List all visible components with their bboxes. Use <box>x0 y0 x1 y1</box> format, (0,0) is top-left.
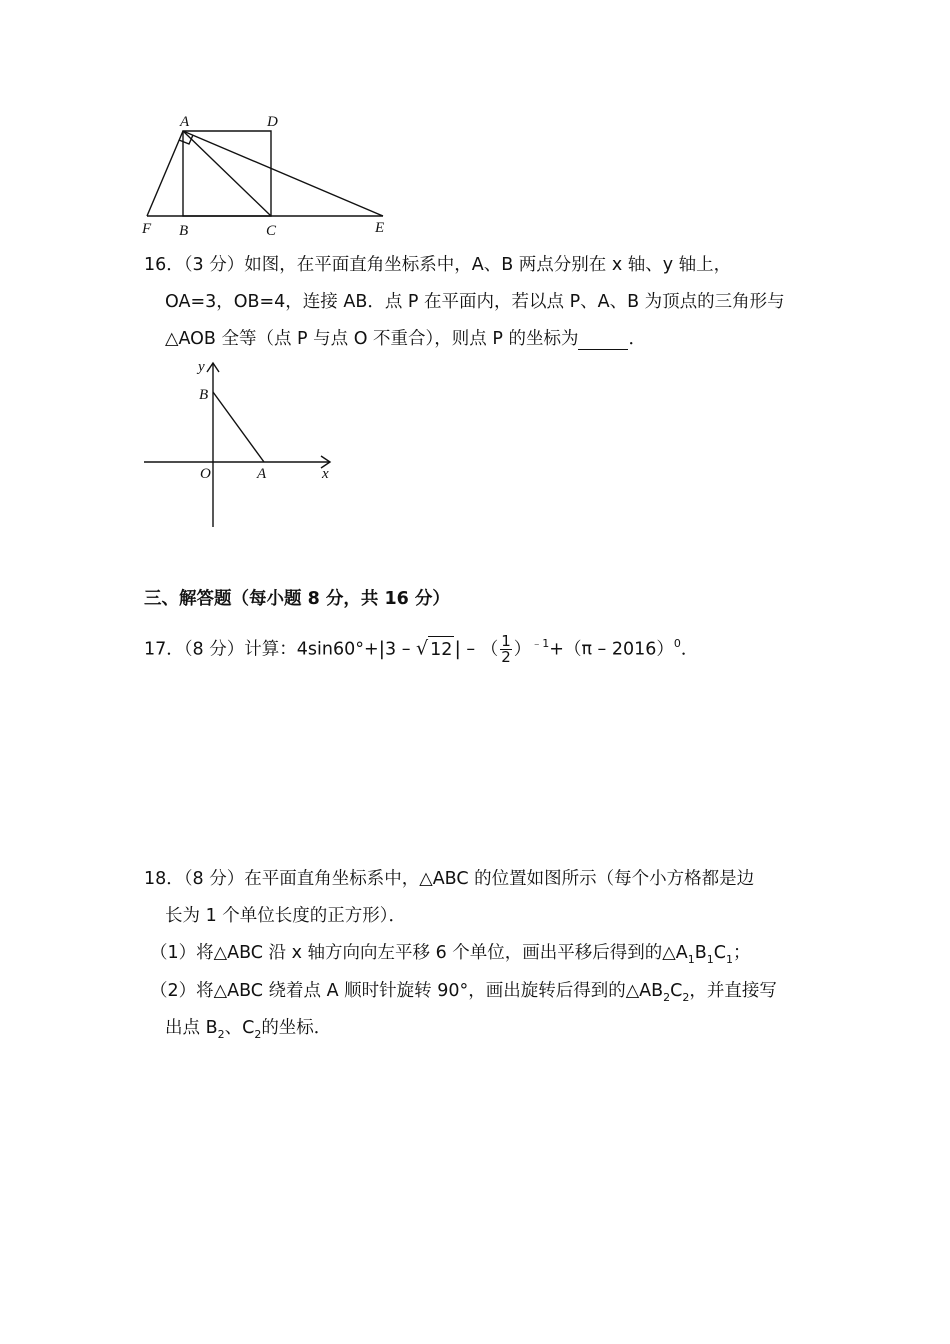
q17-paren-close: ） <box>513 639 532 660</box>
segment-af <box>147 131 183 216</box>
label-x: x <box>322 466 329 482</box>
q17-score: （8 分） <box>183 639 245 660</box>
abs-bar-right: | <box>454 637 461 660</box>
fraction-half <box>500 634 512 665</box>
fraction-denominator: 2 <box>501 648 511 666</box>
q16-line1 <box>144 254 731 276</box>
part1-b: B <box>694 943 707 963</box>
part2b-mid: 、C <box>224 1018 255 1038</box>
q16-text3: △AOB 全等（点 P 与点 O 不重合），则点 P 的坐标为 <box>165 329 579 349</box>
label-d: D <box>267 114 278 130</box>
q16-number: 16． <box>144 255 184 275</box>
part2-end: ，并直接写 <box>689 981 777 1001</box>
label-b: B <box>179 223 189 239</box>
q17-exponent-zero: 0 <box>673 636 681 650</box>
q16-line2: OA=3，OB=4，连接 AB．点 P 在平面内，若以点 P、A、B 为顶点的三角形与 <box>165 292 785 312</box>
q17-abs-inner: 3 – <box>385 639 417 660</box>
segment-ae <box>183 131 383 216</box>
label-y: y <box>198 359 205 375</box>
part2-c: C <box>670 981 683 1001</box>
q18-text1: 在平面直角坐标系中，△ABC 的位置如图所示（每个小方格都是边 <box>244 869 755 889</box>
segment-ac <box>183 131 271 216</box>
q16-end: ． <box>628 329 646 349</box>
sqrt-symbol: √ <box>416 637 429 660</box>
sub-c1: 1 <box>725 953 733 966</box>
sub-b1: 1 <box>706 953 714 966</box>
segment-ab <box>213 392 264 462</box>
q17-plus: +（π – 2016） <box>549 639 674 660</box>
sub-b2-coord: 2 <box>217 1028 225 1041</box>
part1-c: C <box>713 943 726 963</box>
label-a: A <box>180 114 190 130</box>
q17-prefix: 计算：4sin60°+ <box>244 639 379 660</box>
label-c: C <box>266 223 277 239</box>
answer-blank <box>578 333 628 350</box>
q18-line2: 长为 1 个单位长度的正方形）． <box>165 906 407 926</box>
sub-c2-coord: 2 <box>254 1028 262 1041</box>
part2b-text: 出点 B <box>165 1018 218 1038</box>
sub-c2: 2 <box>682 991 690 1004</box>
label-o: O <box>200 466 211 482</box>
label-f: F <box>142 221 152 237</box>
figure-square-triangle <box>135 108 400 240</box>
q17-line <box>144 634 698 668</box>
part1-end: ； <box>732 943 751 963</box>
label-b2: B <box>199 387 209 403</box>
q18-score: （8 分） <box>183 869 245 889</box>
part2b-end: 的坐标． <box>261 1018 332 1038</box>
sub-b2: 2 <box>663 991 671 1004</box>
q18-number: 18． <box>144 869 184 889</box>
q17-minus: – （ <box>460 639 499 660</box>
q18-part2-line2 <box>165 1017 331 1041</box>
figure-coordinate-axes <box>140 355 340 530</box>
q17-number: 17． <box>144 639 184 660</box>
q16-line3 <box>165 328 646 350</box>
section-heading: 三、解答题（每小题 8 分，共 16 分） <box>144 589 450 609</box>
label-a2: A <box>257 466 267 482</box>
fraction-numerator: 1 <box>501 632 511 650</box>
q17-end: ． <box>680 639 699 660</box>
q18-part1-text: （1）将△ABC 沿 x 轴方向向左平移 6 个单位，画出平移后得到的△A <box>150 943 688 963</box>
q18-part2 <box>150 980 777 1004</box>
sub-a1: 1 <box>687 953 695 966</box>
q17-exponent: ﹣1 <box>531 636 550 650</box>
q18-part1 <box>150 942 750 966</box>
q16-text1: 如图，在平面直角坐标系中，A、B 两点分别在 x 轴、y 轴上， <box>244 255 732 275</box>
abs-bar-left: | <box>378 637 386 660</box>
sqrt-radicand: 12 <box>428 636 454 663</box>
q18-part2-text: （2）将△ABC 绕着点 A 顺时针旋转 90°，画出旋转后得到的△AB <box>150 981 664 1001</box>
q18-line1 <box>144 868 754 890</box>
q16-score: （3 分） <box>183 255 245 275</box>
label-e: E <box>375 220 385 236</box>
